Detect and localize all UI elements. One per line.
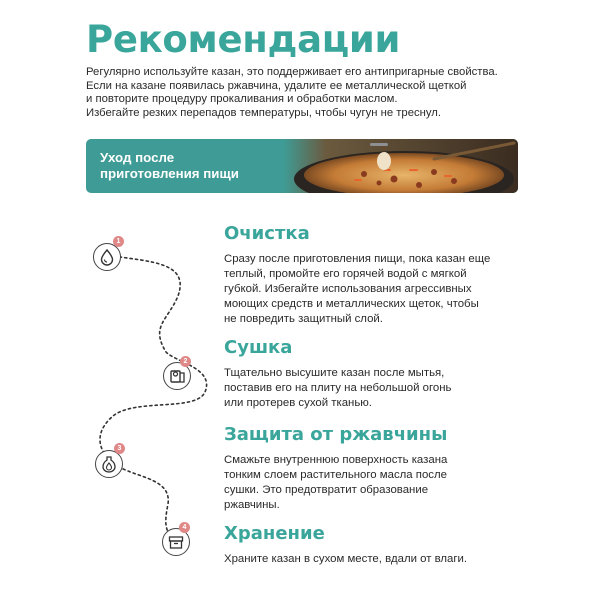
- section-text-line: ржавчины.: [224, 499, 280, 511]
- section-text-line: не повредить защитный слой.: [224, 313, 383, 325]
- section-text-line: сушки. Это предотвратит образование: [224, 484, 429, 496]
- step-number-badge: 3: [114, 443, 125, 454]
- step-3-icon: [95, 450, 123, 478]
- step-number-badge: 1: [113, 236, 124, 247]
- water-drop-icon: [98, 248, 116, 266]
- section-text-line: тонким слоем растительного масла после: [224, 469, 447, 481]
- oil-bottle-icon: [100, 455, 118, 473]
- section-text-line: Смажьте внутреннюю поверхность казана: [224, 454, 448, 466]
- section-title-storage: Хранение: [224, 523, 325, 544]
- intro-line: Избегайте резких перепадов температуры, чтобы чугун не треснул.: [86, 106, 442, 119]
- section-text-line: или протерев сухой тканью.: [224, 397, 372, 409]
- step-number-badge: 4: [179, 522, 190, 533]
- section-text-cleaning: [224, 252, 524, 327]
- section-text-line: Сразу после приготовления пищи, пока казан еще: [224, 253, 491, 265]
- intro-line: и повторите процедуру прокаливания и обработки маслом.: [86, 93, 398, 106]
- paper-towel-icon: [168, 367, 186, 385]
- section-text-line: поставив его на плиту на небольшой огонь: [224, 382, 452, 394]
- section-title-cleaning: Очистка: [224, 223, 310, 244]
- storage-box-icon: [167, 533, 185, 551]
- section-text-line: Тщательно высушите казан после мытья,: [224, 367, 445, 379]
- banner-title-line: Уход после: [100, 150, 175, 165]
- banner-title-line: приготовления пищи: [100, 166, 239, 181]
- section-text-line: губкой. Избегайте использования агрессивных: [224, 283, 472, 295]
- section-text-drying: [224, 366, 524, 411]
- section-text-line: теплый, промойте его горячей водой с мягкой: [224, 268, 467, 280]
- section-text-storage: [224, 552, 524, 567]
- intro-line: Если на казане появилась ржавчина, удалите ее металлической щеткой: [86, 79, 467, 92]
- section-title-rust-protection: Защита от ржавчины: [224, 424, 448, 445]
- section-text-line: моющих средств и металлических щеток, чтобы: [224, 298, 479, 310]
- section-text-line: Храните казан в сухом месте, вдали от влаги.: [224, 553, 468, 565]
- intro-line: Регулярно используйте казан, это поддерживает его антипригарные свойства.: [86, 66, 498, 78]
- section-title-drying: Сушка: [224, 337, 293, 358]
- section-text-rust-protection: [224, 453, 524, 513]
- step-number-badge: 2: [180, 356, 191, 367]
- step-1-icon: [93, 243, 121, 271]
- page-title: Рекомендации: [86, 18, 401, 61]
